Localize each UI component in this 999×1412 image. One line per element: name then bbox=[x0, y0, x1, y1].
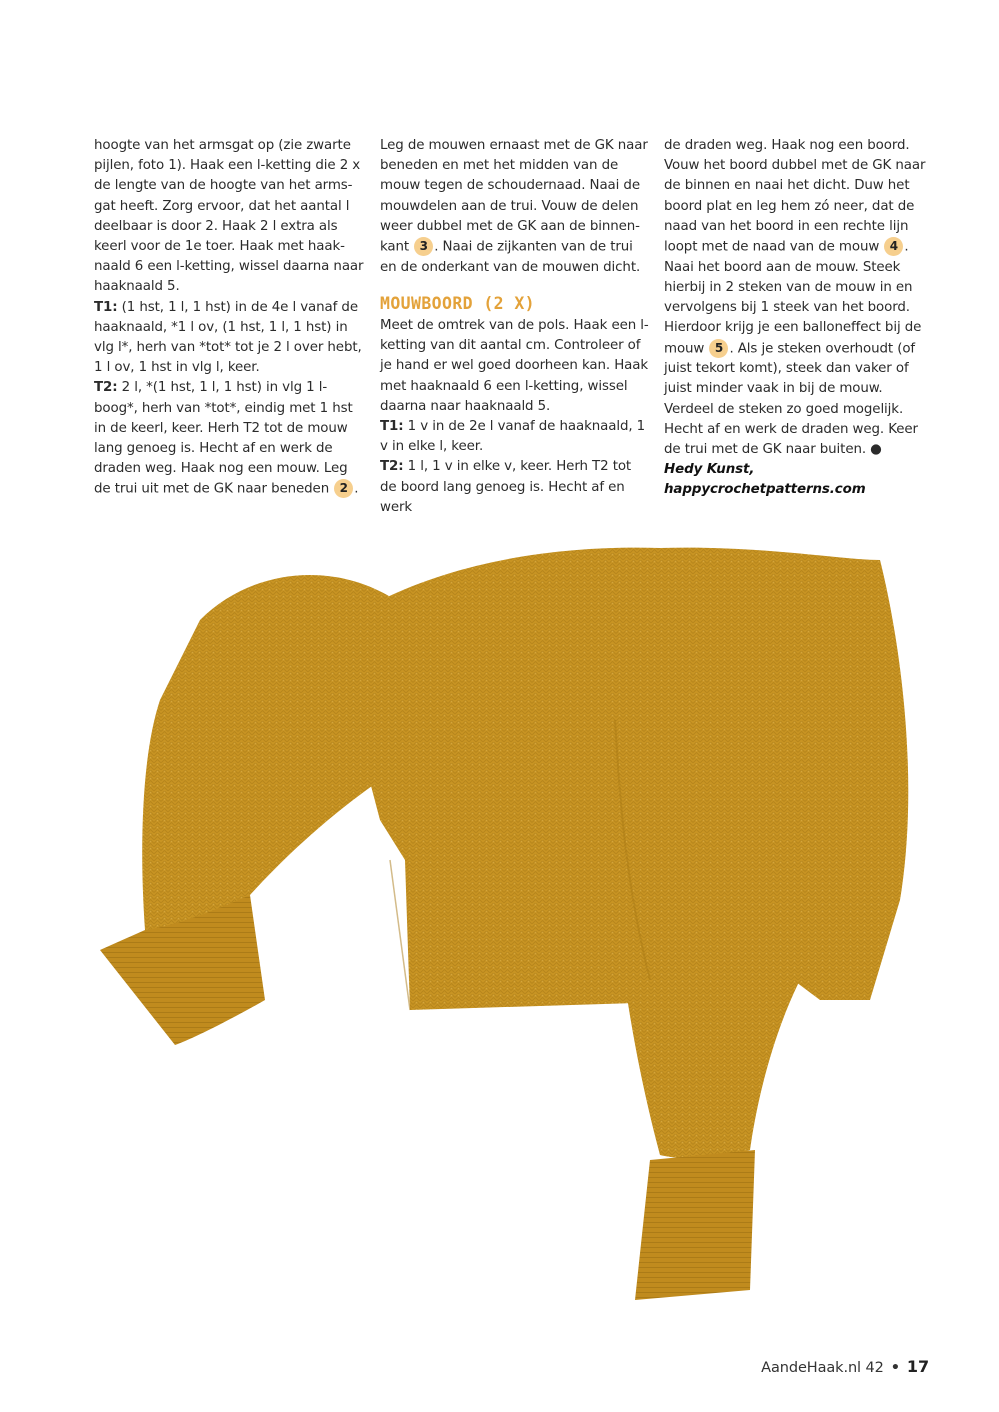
punctuation: . bbox=[354, 481, 359, 497]
paragraph-text: . Naai het boord aan de mouw. Steek hierbij in 2 steken van de mouw in en vervolgens bij 1 steek van het boord. Hierdoor krijg je een balloneffect bij de mouw bbox=[664, 239, 922, 357]
round-text: 2 l, *(1 hst, 1 l, 1 hst) in vlg 1 l-boog*, herh van *tot*, eindig met 1 hst in de keerl, keer. Herh T2 tot de mouw lang genoeg is. Hecht af en werk de draden weg. Haak nog een mouw. Leg de trui uit met de GK naar beneden bbox=[94, 380, 353, 497]
round-text: 1 v in de 2e l vanaf de haaknaald, 1 v in elke l, keer. bbox=[380, 418, 646, 455]
round-2-instruction bbox=[94, 378, 366, 500]
round-text: 1 l, 1 v in elke v, keer. Herh T2 tot de boord lang genoeg is. Hecht af en werk bbox=[380, 459, 632, 515]
paragraph-text: de draden weg. Haak nog een boord. Vouw het boord dubbel met de GK naar de binnen en naai het dicht. Duw het boord plat en leg hem zó neer, dat de naad van het boord in een rechte lijn loopt met de naad van de mouw bbox=[664, 138, 926, 255]
round-label: T1: bbox=[94, 299, 118, 315]
paragraph-text: . Naai de zijkanten van de trui en de onderkant van de mouwen dicht. bbox=[380, 239, 641, 275]
author-name: Hedy Kunst, bbox=[664, 462, 755, 478]
paragraph: Meet de omtrek van de pols. Haak een l-ketting van dit aantal cm. Controleer of je hand er wel goed doorheen kan. Haak met haaknaald 6 een l-ketting, wissel daarna naar haaknaald 5. bbox=[380, 317, 649, 414]
separator: • bbox=[890, 1360, 900, 1376]
round-2-instruction bbox=[380, 457, 650, 518]
round-text: (1 hst, 1 l, 1 hst) in de 4e l vanaf de haaknaald, *1 l ov, (1 hst, 1 l, 1 hst) in vlg l*, herh van *tot* tot je 2 l over hebt, 1 l ov, 1 hst in vlg l, keer. bbox=[94, 299, 362, 376]
paragraph: hoogte van het armsgat op (zie zwarte pijlen, foto 1). Haak een l-ketting die 2 x de lengte van de hoogte van het arms-gat heeft. Zorg ervoor, dat het aantal l deelbaar is door 2. Haak 2 l extra als keerl voor de 1e toer. Haak met haak-naald 6 een l-ketting, wissel daarna naar haaknaald 5. bbox=[94, 138, 364, 295]
photo-reference-badge: 2 bbox=[334, 479, 353, 498]
round-label: T1: bbox=[380, 418, 404, 434]
paragraph-text: Leg de mouwen ernaast met de GK naar beneden en met het midden van de mouw tegen de schoudernaad. Naai de mouwdelen aan de trui. Vouw de delen weer dubbel met de GK aan de binnen-kant bbox=[380, 138, 648, 255]
round-1-instruction bbox=[94, 298, 366, 379]
text-column-3 bbox=[664, 136, 936, 501]
paragraph bbox=[380, 136, 650, 278]
photo-reference-badge: 3 bbox=[414, 237, 433, 256]
page-number: 17 bbox=[906, 1357, 929, 1376]
photo-reference-badge: 4 bbox=[884, 237, 903, 256]
text-column-2 bbox=[380, 136, 650, 518]
paragraph-text: . Als je steken overhoudt (of juist tekort komt), steek dan vaker of juist minder vaak in bij de mouw. Verdeel de steken zo goed mogelijk. Hecht af en werk de draden weg. Keer de trui met de GK naar buiten. ● bbox=[664, 341, 918, 458]
author-website: happycrochetpatterns.com bbox=[664, 482, 866, 498]
round-label: T2: bbox=[380, 459, 404, 475]
sweater-photo bbox=[0, 520, 999, 1350]
paragraph bbox=[664, 136, 936, 460]
photo-reference-badge: 5 bbox=[709, 339, 728, 358]
text-column-1 bbox=[94, 136, 366, 500]
section-heading: MOUWBOORD (2 X) bbox=[380, 293, 536, 313]
magazine-name: AandeHaak.nl 42 bbox=[761, 1360, 884, 1376]
round-1-instruction bbox=[380, 417, 650, 457]
round-label: T2: bbox=[94, 380, 118, 396]
page-footer bbox=[761, 1357, 929, 1376]
